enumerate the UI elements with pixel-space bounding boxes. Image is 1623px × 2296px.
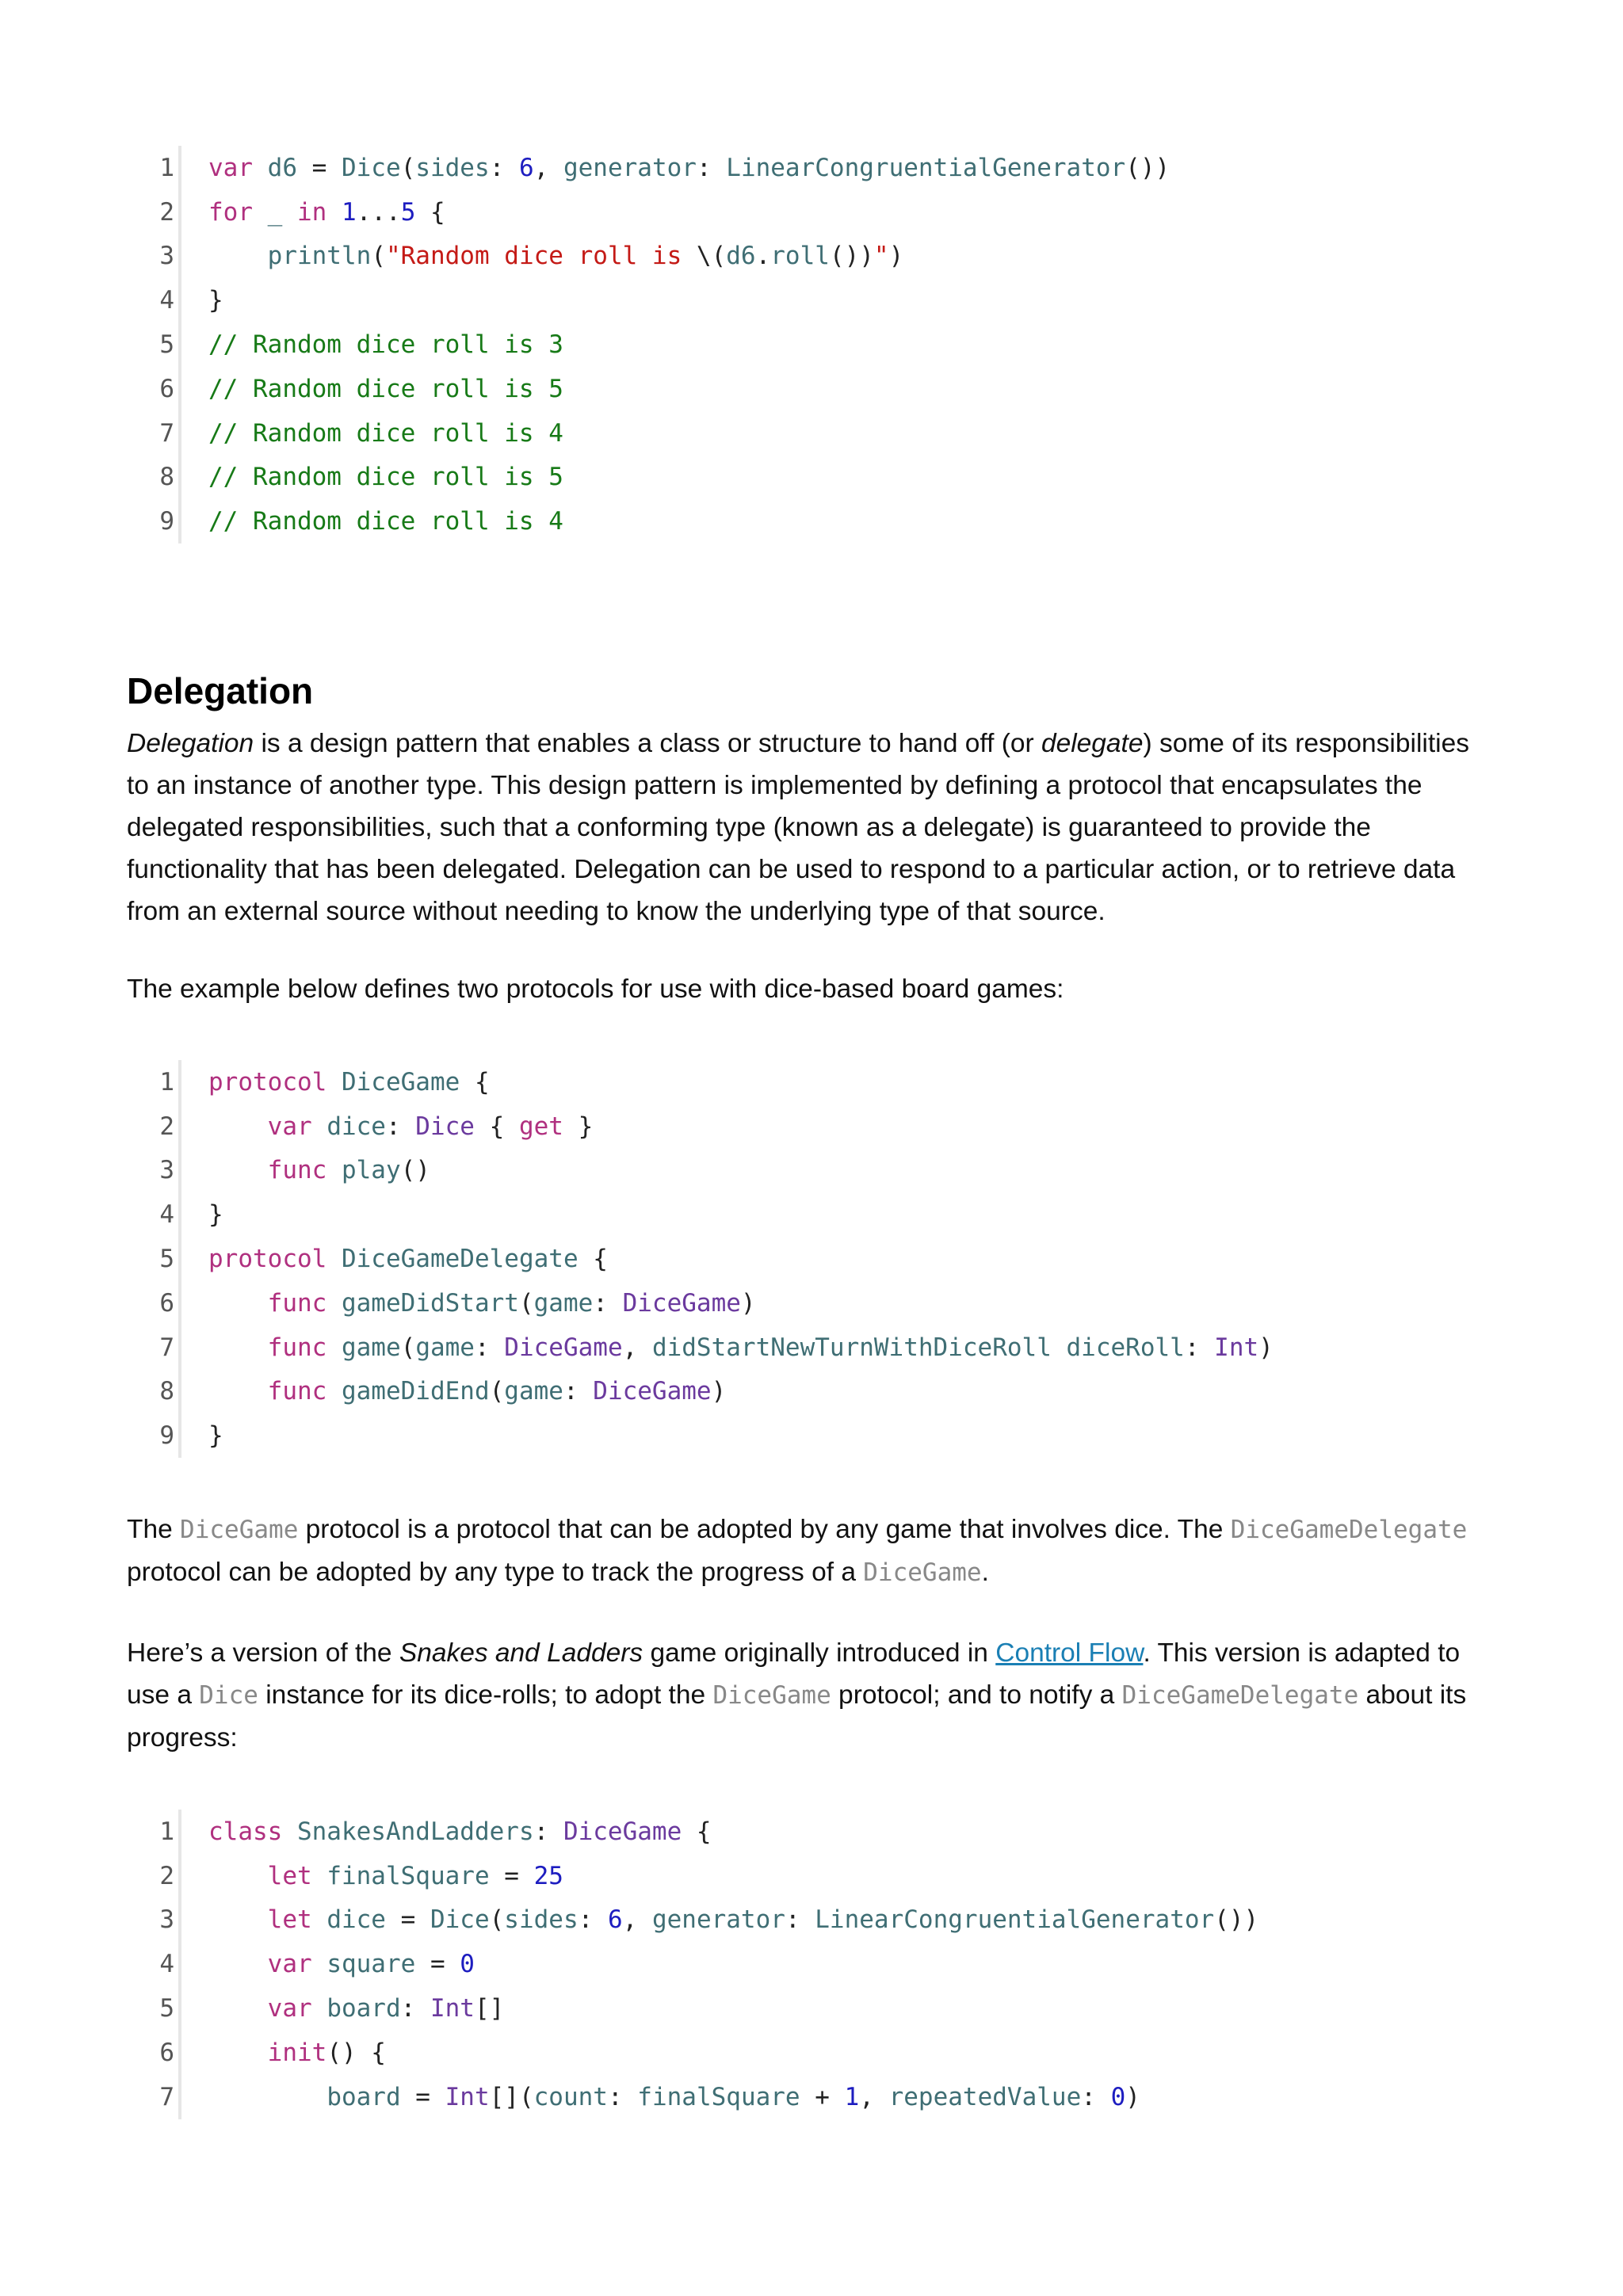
line-number: 6: [159, 2038, 174, 2067]
code-token: ): [740, 1288, 756, 1318]
code-token: :: [489, 153, 519, 182]
line-number: 6: [159, 1288, 174, 1318]
code-text: [208, 419, 563, 448]
code-token: finalSquare: [327, 1861, 490, 1890]
code-line: [151, 235, 1170, 279]
code-token: generator: [651, 1905, 785, 1935]
code-gutter: [178, 322, 193, 367]
code-token: }: [208, 1200, 223, 1230]
code-token: }: [208, 1421, 223, 1451]
code-token: sides: [415, 153, 490, 182]
line-number: 8: [159, 463, 174, 492]
code-token: }: [208, 286, 223, 315]
line-number: 9: [159, 507, 174, 536]
code-line: [151, 1281, 1274, 1325]
code-token: 25: [533, 1861, 563, 1890]
code-line: [151, 1898, 1258, 1943]
code-gutter: [178, 499, 193, 543]
code-token: =: [489, 1861, 534, 1890]
code-line: [151, 278, 1170, 322]
code-block-protocols: [151, 1060, 1274, 1458]
code-token: Int: [1214, 1333, 1259, 1362]
code-text: [208, 1817, 712, 1846]
code-token: {: [415, 197, 445, 227]
code-token: // Random dice roll is 5: [208, 374, 563, 403]
code-text: [208, 1156, 430, 1184]
code-token: :: [400, 1994, 430, 2023]
code-gutter: [178, 1854, 193, 1898]
control-flow-link[interactable]: Control Flow: [995, 1638, 1144, 1668]
code-token: Dice: [415, 1112, 475, 1141]
code-token: =: [400, 2082, 445, 2111]
code-block-snakes-and-ladders: [151, 1810, 1258, 2119]
code-token: func: [267, 1288, 342, 1318]
code-token: DiceGameDelegate: [341, 1245, 579, 1274]
code-line: [151, 411, 1170, 456]
code-token: DiceGame: [341, 1067, 460, 1097]
code-gutter: [178, 1325, 193, 1370]
code-gutter: [178, 278, 193, 322]
code-gutter: [178, 1104, 193, 1149]
code-token: finalSquare: [637, 2082, 800, 2111]
code-token: "Random dice roll is: [385, 242, 697, 271]
code-token: d6: [267, 153, 297, 182]
code-token: [253, 198, 268, 227]
line-number: 2: [159, 197, 174, 227]
code-token: :: [593, 1288, 623, 1318]
code-token: LinearCongruentialGenerator: [815, 1905, 1215, 1935]
code-token: SnakesAndLadders: [296, 1817, 534, 1846]
line-number: 4: [159, 1950, 174, 1979]
code-token: =: [415, 1950, 460, 1979]
code-token: var: [267, 1950, 327, 1979]
line-number: 1: [159, 1067, 174, 1097]
code-gutter: [178, 1149, 193, 1193]
code-token: ...: [356, 197, 401, 227]
code-line: [151, 1325, 1274, 1370]
code-token: Int: [430, 1994, 475, 2023]
code-token: LinearCongruentialGenerator: [726, 153, 1126, 182]
code-text: [208, 1862, 563, 1890]
code-token: 1: [342, 197, 357, 227]
line-number: 4: [159, 1200, 174, 1230]
code-text: [208, 1377, 726, 1405]
code-token: Int: [445, 2082, 490, 2111]
code-line: [151, 1942, 1258, 1986]
code-token: :: [696, 153, 727, 182]
code-gutter: [178, 190, 193, 235]
code-token: DiceGame: [622, 1288, 741, 1318]
code-token: _: [267, 197, 283, 227]
code-text: [208, 1068, 490, 1097]
code-text: [208, 1905, 1258, 1934]
code-token: game: [533, 1288, 594, 1318]
code-line: [151, 367, 1170, 411]
code-text: [208, 198, 445, 227]
code-token: (: [489, 1377, 505, 1406]
dicegame-description-paragraph: The DiceGame protocol is a protocol that can be adopted by any game that involves dice. The DiceGameDelegate protocol can be adopted by any type to track the progress of a DiceGame.: [127, 1515, 1468, 1587]
code-line: [151, 190, 1170, 235]
code-token: get: [518, 1112, 563, 1141]
code-token: DiceGame: [504, 1333, 623, 1362]
code-token: :: [1184, 1333, 1215, 1362]
code-token: for: [208, 197, 253, 227]
code-token: play: [341, 1156, 401, 1185]
code-token: ": [873, 242, 889, 271]
code-gutter: [178, 1060, 193, 1104]
line-number: 7: [159, 1333, 174, 1362]
code-gutter: [178, 146, 193, 190]
code-token: 1: [844, 2082, 860, 2111]
code-token: repeatedValue: [888, 2082, 1082, 2111]
code-token: [208, 1289, 268, 1318]
code-token: .: [755, 242, 771, 271]
line-number: 6: [159, 374, 174, 403]
code-token: (: [400, 153, 416, 182]
code-token: () {: [327, 2038, 386, 2067]
code-text: [208, 1333, 1274, 1362]
line-number: 1: [159, 1817, 174, 1846]
code-token: var: [267, 1112, 327, 1141]
code-token: [208, 2039, 268, 2067]
line-number: 3: [159, 242, 174, 271]
code-token: let: [267, 1861, 327, 1890]
code-token: :: [533, 1817, 563, 1846]
code-text: [208, 1112, 593, 1141]
code-token: ,: [622, 1333, 652, 1362]
code-gutter: [178, 1370, 193, 1414]
code-text: [208, 330, 563, 359]
code-token: game: [341, 1333, 401, 1362]
code-token: 0: [460, 1950, 475, 1979]
code-text: [208, 1200, 223, 1229]
code-token: class: [208, 1817, 297, 1846]
line-number: 1: [159, 153, 174, 182]
code-token: generator: [563, 153, 697, 182]
line-number: 5: [159, 1994, 174, 2023]
code-gutter: [178, 1942, 193, 1986]
code-gutter: [178, 1413, 193, 1458]
code-token: gameDidEnd: [341, 1377, 490, 1406]
code-token: [208, 1333, 268, 1362]
code-gutter: [178, 235, 193, 279]
code-token: [208, 1994, 268, 2023]
code-token: [208, 1377, 268, 1405]
code-token: (: [400, 1333, 416, 1362]
code-token: ): [711, 1377, 727, 1406]
code-token: {: [578, 1245, 608, 1274]
code-token: gameDidStart: [341, 1288, 519, 1318]
code-text: [208, 154, 1170, 182]
code-token: 6: [518, 153, 534, 182]
code-text: [208, 1950, 475, 1978]
code-token: ,: [859, 2082, 889, 2111]
code-text: [208, 1289, 756, 1318]
line-number: 3: [159, 1905, 174, 1935]
code-token: count: [533, 2082, 608, 2111]
code-token: :: [385, 1112, 416, 1141]
code-token: protocol: [208, 1245, 342, 1274]
code-token: (): [400, 1156, 430, 1185]
code-token: \(: [696, 242, 727, 271]
code-token: =: [296, 153, 342, 182]
code-token: :: [785, 1905, 815, 1935]
code-text: [208, 242, 903, 270]
code-text: [208, 2039, 386, 2067]
code-gutter: [178, 2075, 193, 2119]
code-token: :: [563, 1377, 594, 1406]
code-line: [151, 146, 1170, 190]
code-line: [151, 456, 1170, 500]
code-text: [208, 375, 563, 403]
code-token: func: [267, 1156, 342, 1185]
code-line: [151, 1192, 1274, 1237]
code-token: // Random dice roll is 3: [208, 330, 563, 360]
code-line: [151, 1810, 1258, 1854]
code-line: [151, 499, 1170, 543]
code-token: ,: [533, 153, 563, 182]
code-gutter: [178, 1281, 193, 1325]
code-token: // Random dice roll is 4: [208, 418, 563, 448]
code-gutter: [178, 1898, 193, 1943]
code-line: [151, 1149, 1274, 1193]
snakes-ladders-paragraph: Here’s a version of the Snakes and Ladders game originally introduced in Control Flow. This version is adapted to use a Dice instance for its dice-rolls; to adopt the DiceGame protocol; and to notify a DiceGameDelegate about its progress:: [127, 1638, 1467, 1753]
code-gutter: [178, 1237, 193, 1281]
code-token: func: [267, 1377, 342, 1406]
code-token: init: [267, 2038, 327, 2067]
code-text: [208, 1994, 504, 2023]
code-token: DiceGame: [563, 1817, 682, 1846]
code-gutter: [178, 1986, 193, 2031]
code-line: [151, 1986, 1258, 2031]
code-token: :: [607, 2082, 638, 2111]
code-text: [208, 1421, 223, 1450]
code-token: dice: [327, 1112, 386, 1141]
code-token: =: [385, 1905, 430, 1935]
code-token: DiceGame: [593, 1377, 712, 1406]
code-token: [208, 242, 268, 270]
code-token: d6: [726, 242, 756, 271]
code-token: [208, 1950, 268, 1978]
code-token: square: [327, 1950, 416, 1979]
code-token: func: [267, 1333, 342, 1362]
code-token: ): [1125, 2082, 1140, 2111]
code-token: ,: [622, 1905, 652, 1935]
code-line: [151, 1060, 1274, 1104]
line-number: 4: [159, 286, 174, 315]
code-token: (: [371, 242, 386, 271]
code-token: :: [1081, 2082, 1111, 2111]
code-token: var: [208, 153, 268, 182]
code-token: [](: [489, 2082, 534, 2111]
code-line: [151, 1854, 1258, 1898]
code-token: {: [460, 1067, 490, 1097]
code-token: roll: [770, 242, 830, 271]
code-text: [208, 507, 563, 536]
code-token: 6: [607, 1905, 623, 1935]
code-line: [151, 2075, 1258, 2119]
code-token: 0: [1110, 2082, 1126, 2111]
code-token: game: [415, 1333, 475, 1362]
code-token: (: [518, 1288, 534, 1318]
section-heading: Delegation: [127, 670, 314, 711]
line-number: 2: [159, 1861, 174, 1890]
code-token: dice: [327, 1905, 386, 1935]
code-gutter: [178, 2031, 193, 2075]
code-line: [151, 2031, 1258, 2075]
code-line: [151, 1237, 1274, 1281]
line-number: 7: [159, 2082, 174, 2111]
code-token: ()): [1125, 153, 1170, 182]
code-token: println: [267, 242, 372, 271]
code-line: [151, 1370, 1274, 1414]
code-gutter: [178, 1810, 193, 1854]
code-token: 5: [400, 197, 416, 227]
code-token: ): [888, 242, 904, 271]
code-line: [151, 1104, 1274, 1149]
line-number: 5: [159, 1245, 174, 1274]
code-block-dice-roll: [151, 146, 1170, 543]
code-token: [208, 1156, 268, 1184]
code-token: sides: [504, 1905, 579, 1935]
code-token: // Random dice roll is 4: [208, 507, 563, 536]
code-token: }: [563, 1112, 594, 1141]
code-token: protocol: [208, 1067, 342, 1097]
code-line: [151, 1413, 1274, 1458]
code-token: +: [800, 2082, 845, 2111]
line-number: 2: [159, 1112, 174, 1141]
code-gutter: [178, 367, 193, 411]
line-number: 8: [159, 1377, 174, 1406]
code-token: ()): [829, 242, 874, 271]
code-token: [208, 2083, 327, 2111]
code-token: didStartNewTurnWithDiceRoll diceRoll: [651, 1333, 1185, 1362]
code-token: // Random dice roll is 5: [208, 463, 563, 492]
code-token: [208, 1905, 268, 1934]
code-token: {: [474, 1112, 519, 1141]
code-token: :: [474, 1333, 505, 1362]
code-gutter: [178, 411, 193, 456]
code-token: ()): [1214, 1905, 1259, 1935]
code-text: [208, 2083, 1140, 2111]
line-number: 5: [159, 330, 174, 360]
code-token: [208, 1862, 268, 1890]
code-token: []: [474, 1994, 505, 2023]
code-token: Dice: [341, 153, 401, 182]
code-token: Dice: [430, 1905, 490, 1935]
line-number: 9: [159, 1421, 174, 1451]
code-token: (: [489, 1905, 505, 1935]
delegation-paragraph: Delegation is a design pattern that enables a class or structure to hand off (or delegate) some of its responsibilities to an instance of another type. This design pattern is implemented by defining a protocol that encapsulates the delegated responsibilities, such that a conforming type (known as a delegate) is guaranteed to provide the functionality that has been delegated. Delegation can be used to respond to a particular action, or to retrieve data from an external source without needing to know the underlying type of that source.: [127, 729, 1469, 926]
example-intro-paragraph: The example below defines two protocols for use with dice-based board games:: [127, 974, 1064, 1004]
code-token: let: [267, 1905, 327, 1935]
code-token: :: [578, 1905, 608, 1935]
code-token: [282, 198, 297, 227]
code-token: board: [327, 1994, 401, 2023]
code-token: in: [297, 197, 327, 227]
code-line: [151, 322, 1170, 367]
code-text: [208, 463, 563, 491]
code-token: game: [504, 1377, 563, 1406]
code-token: ): [1258, 1333, 1274, 1362]
code-text: [208, 1245, 608, 1273]
code-gutter: [178, 456, 193, 500]
code-token: [208, 1112, 268, 1141]
line-number: 3: [159, 1156, 174, 1185]
code-token: var: [267, 1994, 327, 2023]
code-text: [208, 286, 223, 315]
code-token: [327, 198, 342, 227]
line-number: 7: [159, 418, 174, 448]
code-gutter: [178, 1192, 193, 1237]
code-token: {: [682, 1817, 712, 1846]
code-token: board: [327, 2082, 401, 2111]
